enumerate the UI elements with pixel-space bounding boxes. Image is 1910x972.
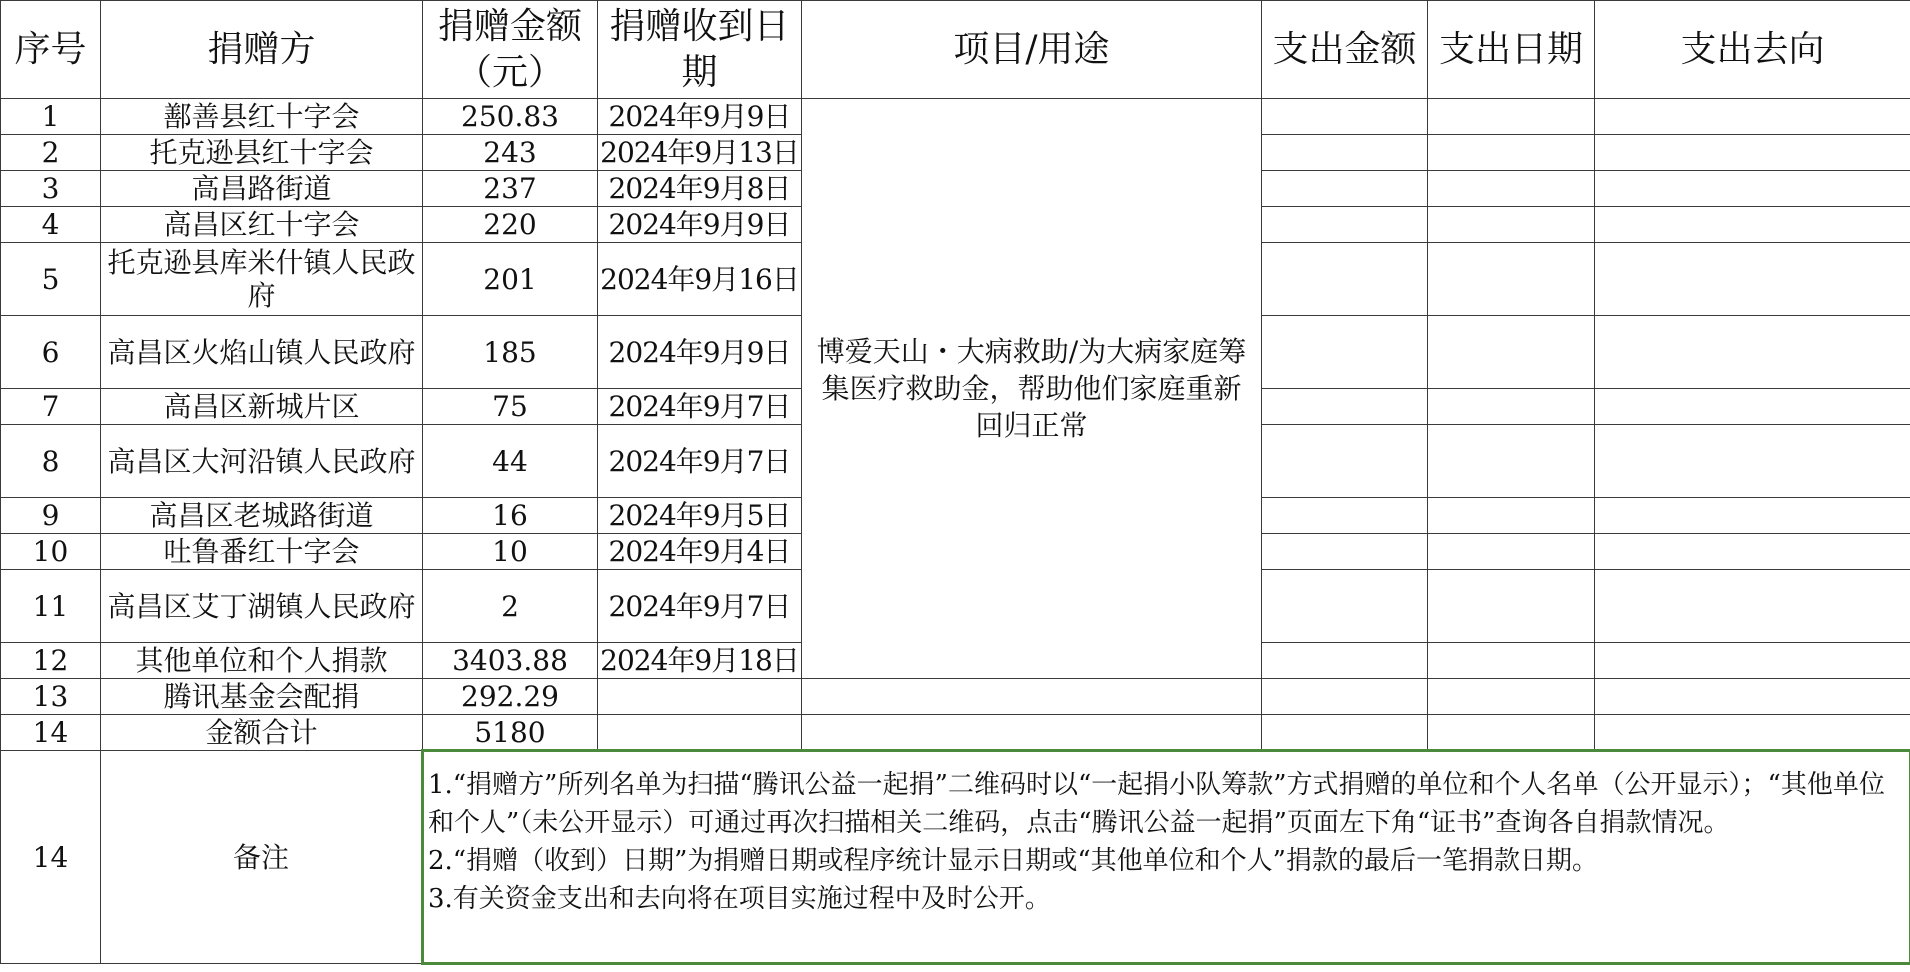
cell-no[interactable]: 10	[1, 534, 101, 570]
remarks-note-line: 2.“捐赠（收到）日期”为捐赠日期或程序统计显示日期或“其他单位和个人”捐款的最后一笔捐款日期。	[428, 846, 1598, 876]
cell-amount[interactable]: 243	[423, 135, 598, 171]
cell-donor[interactable]: 腾讯基金会配捐	[101, 679, 423, 715]
cell-date[interactable]: 2024年9月7日	[598, 570, 802, 643]
cell-donor[interactable]: 高昌区红十字会	[101, 207, 423, 243]
cell-spend-amount[interactable]	[1262, 207, 1428, 243]
cell-date[interactable]: 2024年9月16日	[598, 243, 802, 316]
cell-date[interactable]: 2024年9月18日	[598, 643, 802, 679]
cell-spend-to[interactable]	[1595, 207, 1910, 243]
cell-no[interactable]: 4	[1, 207, 101, 243]
cell-spend-amount[interactable]	[1262, 643, 1428, 679]
cell-spend-date[interactable]	[1428, 643, 1595, 679]
header-amount[interactable]: 捐赠金额（元）	[423, 1, 598, 99]
cell-spend-to[interactable]	[1595, 243, 1910, 316]
header-spend-amount[interactable]: 支出金额	[1262, 1, 1428, 99]
cell-spend-amount[interactable]	[1262, 135, 1428, 171]
cell-spend-date[interactable]	[1428, 534, 1595, 570]
cell-spend-to[interactable]	[1595, 679, 1910, 715]
cell-donor[interactable]: 高昌区火焰山镇人民政府	[101, 316, 423, 389]
cell-spend-to[interactable]	[1595, 171, 1910, 207]
cell-date[interactable]	[598, 679, 802, 715]
cell-donor[interactable]: 高昌区艾丁湖镇人民政府	[101, 570, 423, 643]
cell-amount[interactable]: 201	[423, 243, 598, 316]
cell-no[interactable]: 7	[1, 389, 101, 425]
cell-remarks-notes[interactable]	[423, 751, 1910, 964]
cell-date[interactable]: 2024年9月9日	[598, 99, 802, 135]
remarks-row	[1, 751, 1910, 964]
cell-amount[interactable]: 2	[423, 570, 598, 643]
cell-date[interactable]: 2024年9月9日	[598, 207, 802, 243]
cell-amount[interactable]: 16	[423, 498, 598, 534]
cell-spend-date[interactable]	[1428, 243, 1595, 316]
cell-no[interactable]: 5	[1, 243, 101, 316]
cell-no[interactable]: 1	[1, 99, 101, 135]
header-row	[1, 1, 1910, 99]
cell-amount[interactable]: 5180	[423, 715, 598, 751]
cell-spend-date[interactable]	[1428, 99, 1595, 135]
table-row	[1, 679, 1910, 715]
cell-donor[interactable]: 托克逊县库米什镇人民政府	[101, 243, 423, 316]
cell-date[interactable]: 2024年9月8日	[598, 171, 802, 207]
cell-spend-amount[interactable]	[1262, 425, 1428, 498]
cell-spend-date[interactable]	[1428, 316, 1595, 389]
cell-spend-amount[interactable]	[1262, 316, 1428, 389]
cell-purpose-empty[interactable]	[802, 715, 1262, 751]
cell-date[interactable]: 2024年9月5日	[598, 498, 802, 534]
cell-spend-to[interactable]	[1595, 643, 1910, 679]
cell-date[interactable]	[598, 715, 802, 751]
cell-date[interactable]: 2024年9月4日	[598, 534, 802, 570]
cell-no[interactable]: 11	[1, 570, 101, 643]
remarks-note-line: 3.有关资金支出和去向将在项目实施过程中及时公开。	[428, 884, 1051, 914]
cell-no[interactable]: 2	[1, 135, 101, 171]
cell-donor[interactable]: 其他单位和个人捐款	[101, 643, 423, 679]
cell-donor[interactable]: 鄯善县红十字会	[101, 99, 423, 135]
cell-spend-to[interactable]	[1595, 316, 1910, 389]
cell-amount[interactable]: 220	[423, 207, 598, 243]
cell-purpose-empty[interactable]	[802, 679, 1262, 715]
cell-donor[interactable]: 高昌区老城路街道	[101, 498, 423, 534]
cell-spend-amount[interactable]	[1262, 715, 1428, 751]
cell-spend-date[interactable]	[1428, 171, 1595, 207]
cell-date[interactable]: 2024年9月13日	[598, 135, 802, 171]
header-no[interactable]: 序号	[1, 1, 101, 99]
cell-spend-amount[interactable]	[1262, 389, 1428, 425]
cell-spend-date[interactable]	[1428, 570, 1595, 643]
cell-spend-date[interactable]	[1428, 715, 1595, 751]
table-row	[1, 715, 1910, 751]
cell-spend-amount[interactable]	[1262, 570, 1428, 643]
cell-donor[interactable]: 吐鲁番红十字会	[101, 534, 423, 570]
cell-no[interactable]: 14	[1, 715, 101, 751]
cell-amount[interactable]: 292.29	[423, 679, 598, 715]
cell-no[interactable]: 8	[1, 425, 101, 498]
cell-spend-date[interactable]	[1428, 207, 1595, 243]
table-row	[1, 99, 1910, 135]
cell-date[interactable]: 2024年9月7日	[598, 389, 802, 425]
cell-donor[interactable]: 金额合计	[101, 715, 423, 751]
cell-date[interactable]: 2024年9月9日	[598, 316, 802, 389]
cell-remarks-label[interactable]: 备注	[101, 751, 423, 964]
cell-no[interactable]: 13	[1, 679, 101, 715]
cell-amount[interactable]: 237	[423, 171, 598, 207]
cell-amount[interactable]: 185	[423, 316, 598, 389]
cell-spend-date[interactable]	[1428, 498, 1595, 534]
cell-spend-to[interactable]	[1595, 135, 1910, 171]
remarks-note-line: 1.“捐赠方”所列名单为扫描“腾讯公益一起捐”二维码时以“一起捐小队筹款”方式捐赠的单位和个人名单（公开显示）；“其他单位和个人”（未公开显示）可通过再次扫描相关二维码，点击“腾讯公益一起捐”页面左下角“证书”查询各自捐款情况。	[428, 770, 1885, 838]
cell-spend-amount[interactable]	[1262, 679, 1428, 715]
cell-donor[interactable]: 高昌区大河沿镇人民政府	[101, 425, 423, 498]
header-purpose[interactable]: 项目/用途	[802, 1, 1262, 99]
cell-donor[interactable]: 托克逊县红十字会	[101, 135, 423, 171]
cell-no[interactable]: 6	[1, 316, 101, 389]
header-donor[interactable]: 捐赠方	[101, 1, 423, 99]
cell-amount[interactable]: 10	[423, 534, 598, 570]
cell-no[interactable]: 3	[1, 171, 101, 207]
cell-spend-to[interactable]	[1595, 498, 1910, 534]
cell-purpose[interactable]: 博爱天山・大病救助/为大病家庭筹集医疗救助金，帮助他们家庭重新回归正常	[802, 99, 1262, 679]
cell-spend-to[interactable]	[1595, 715, 1910, 751]
cell-spend-to[interactable]	[1595, 425, 1910, 498]
cell-spend-amount[interactable]	[1262, 99, 1428, 135]
header-spend-to[interactable]: 支出去向	[1595, 1, 1910, 99]
cell-date[interactable]: 2024年9月7日	[598, 425, 802, 498]
cell-spend-amount[interactable]	[1262, 171, 1428, 207]
cell-amount[interactable]: 44	[423, 425, 598, 498]
cell-remarks-no[interactable]: 14	[1, 751, 101, 964]
cell-spend-date[interactable]	[1428, 389, 1595, 425]
cell-spend-date[interactable]	[1428, 135, 1595, 171]
cell-amount[interactable]: 75	[423, 389, 598, 425]
cell-spend-to[interactable]	[1595, 99, 1910, 135]
cell-spend-date[interactable]	[1428, 679, 1595, 715]
cell-no[interactable]: 9	[1, 498, 101, 534]
cell-no[interactable]: 12	[1, 643, 101, 679]
cell-spend-to[interactable]	[1595, 570, 1910, 643]
cell-donor[interactable]: 高昌路街道	[101, 171, 423, 207]
cell-spend-to[interactable]	[1595, 534, 1910, 570]
cell-amount[interactable]: 250.83	[423, 99, 598, 135]
cell-spend-date[interactable]	[1428, 425, 1595, 498]
header-date[interactable]: 捐赠收到日期	[598, 1, 802, 99]
cell-spend-amount[interactable]	[1262, 498, 1428, 534]
cell-amount[interactable]: 3403.88	[423, 643, 598, 679]
cell-spend-to[interactable]	[1595, 389, 1910, 425]
cell-donor[interactable]: 高昌区新城片区	[101, 389, 423, 425]
cell-spend-amount[interactable]	[1262, 243, 1428, 316]
header-spend-date[interactable]: 支出日期	[1428, 1, 1595, 99]
cell-spend-amount[interactable]	[1262, 534, 1428, 570]
